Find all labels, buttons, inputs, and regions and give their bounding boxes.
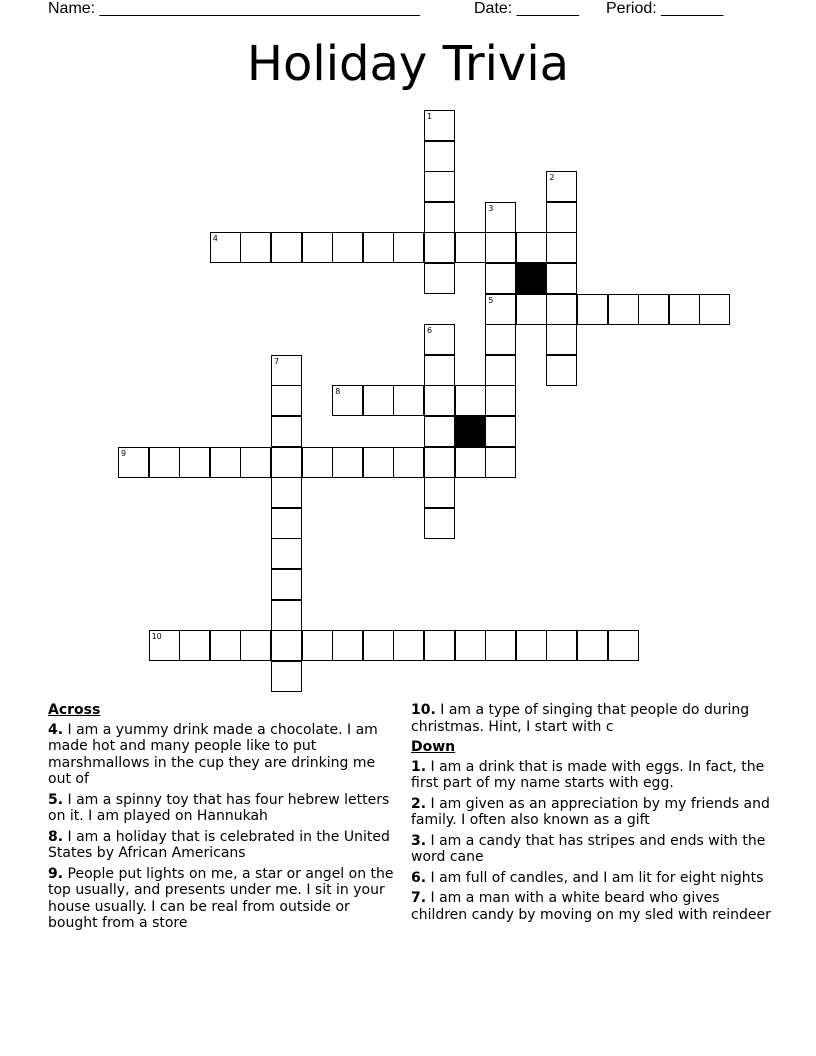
- grid-cell[interactable]: [455, 232, 486, 263]
- name-field-label[interactable]: Name: ____________________________________: [48, 0, 420, 17]
- grid-cell[interactable]: [485, 630, 516, 661]
- grid-cell[interactable]: [424, 508, 455, 539]
- grid-cell[interactable]: [240, 630, 271, 661]
- grid-cell[interactable]: [424, 202, 455, 233]
- grid-cell[interactable]: [546, 324, 577, 355]
- grid-cell[interactable]: [485, 416, 516, 447]
- grid-cell[interactable]: [546, 171, 577, 202]
- grid-cell[interactable]: [485, 232, 516, 263]
- across-heading: Across: [48, 702, 101, 718]
- clue-number-label: 9: [121, 448, 127, 458]
- grid-cell[interactable]: [393, 447, 424, 478]
- clue-down-3: [411, 833, 771, 866]
- grid-cell[interactable]: [424, 110, 455, 141]
- clue-number-label: 1: [427, 112, 433, 121]
- clue-number-label: 8: [335, 387, 341, 397]
- grid-cell[interactable]: [210, 447, 241, 478]
- grid-cell[interactable]: [393, 232, 424, 263]
- grid-cell[interactable]: [302, 447, 333, 478]
- grid-cell[interactable]: [669, 294, 700, 325]
- clue-text: I am given as an appreciation by my friends and family. I often also known as a gift: [411, 795, 770, 828]
- page-title: Holiday Trivia: [246, 36, 570, 92]
- grid-cell[interactable]: [546, 294, 577, 325]
- grid-cell[interactable]: [424, 171, 455, 202]
- grid-cell[interactable]: [608, 630, 639, 661]
- grid-cell[interactable]: [393, 385, 424, 416]
- clue-text: I am a man with a white beard who gives children candy by moving on my sled with reindeer: [411, 890, 771, 923]
- clue-text: People put lights on me, a star or angel on the top usually, and presents under me. I sit in your house usually. I can be real from outside or bought from a store: [48, 865, 394, 931]
- clue-text: I am a yummy drink made a chocolate. I am made hot and many people like to put marshmallows in the cup they are drinking me out of: [48, 721, 378, 787]
- grid-cell[interactable]: [485, 202, 516, 233]
- grid-cell[interactable]: [271, 477, 302, 508]
- clue-text: I am a type of singing that people do during christmas. Hint, I start with c: [411, 702, 750, 735]
- clue-number-label: 4: [212, 234, 218, 244]
- grid-cell[interactable]: [424, 630, 455, 661]
- clue-number: 8.: [48, 828, 64, 845]
- clue-down-1: [411, 759, 771, 792]
- clue-across-5: [48, 792, 394, 825]
- grid-cell[interactable]: [638, 294, 669, 325]
- grid-cell[interactable]: [393, 630, 424, 661]
- grid-cell[interactable]: [485, 294, 516, 325]
- grid-cell[interactable]: [149, 630, 180, 661]
- clue-text: I am a holiday that is celebrated in the United States by African Americans: [48, 828, 390, 861]
- grid-cell[interactable]: [699, 294, 730, 325]
- grid-cell[interactable]: [240, 232, 271, 263]
- clue-across-8: [48, 829, 394, 862]
- grid-cell[interactable]: [577, 630, 608, 661]
- clue-across-9: [48, 866, 394, 932]
- grid-cell[interactable]: [363, 447, 394, 478]
- grid-cell[interactable]: [546, 232, 577, 263]
- grid-cell[interactable]: [271, 661, 302, 692]
- grid-cell[interactable]: [424, 324, 455, 355]
- grid-cell[interactable]: [332, 447, 363, 478]
- grid-cell[interactable]: [271, 232, 302, 263]
- clue-text: I am a drink that is made with eggs. In fact, the first part of my name starts with egg.: [411, 758, 765, 791]
- grid-cell[interactable]: [271, 447, 302, 478]
- period-field-label[interactable]: Period: _______: [606, 0, 724, 17]
- grid-cell[interactable]: [424, 232, 455, 263]
- grid-cell[interactable]: [271, 569, 302, 600]
- grid-cell[interactable]: [271, 600, 302, 631]
- grid-cell[interactable]: [516, 630, 547, 661]
- grid-cell[interactable]: [302, 630, 333, 661]
- down-heading: Down: [411, 739, 456, 755]
- clue-number: 6.: [411, 869, 427, 886]
- grid-cell[interactable]: [363, 232, 394, 263]
- clue-number-label: 3: [488, 203, 494, 213]
- grid-cell[interactable]: [485, 263, 516, 294]
- grid-cell[interactable]: [332, 385, 363, 416]
- grid-cell[interactable]: [179, 630, 210, 661]
- grid-cell[interactable]: [302, 232, 333, 263]
- clue-down-2: [411, 796, 771, 829]
- grid-cell[interactable]: [210, 232, 241, 263]
- grid-cell[interactable]: [118, 447, 149, 478]
- clue-number: 1.: [411, 758, 427, 775]
- clues-left-column: [48, 702, 394, 936]
- grid-cell[interactable]: [455, 385, 486, 416]
- grid-cell[interactable]: [271, 508, 302, 539]
- grid-cell[interactable]: [271, 630, 302, 661]
- grid-cell[interactable]: [271, 355, 302, 386]
- clues-right-column: [411, 702, 771, 927]
- clue-text: I am full of candles, and I am lit for eight nights: [430, 869, 764, 886]
- grid-cell[interactable]: [424, 263, 455, 294]
- grid-cell[interactable]: [546, 202, 577, 233]
- clue-number: 3.: [411, 832, 427, 849]
- grid-cell[interactable]: [271, 416, 302, 447]
- grid-cell[interactable]: [424, 385, 455, 416]
- grid-cell[interactable]: [485, 447, 516, 478]
- grid-cell[interactable]: [424, 416, 455, 447]
- clue-down-7: [411, 890, 771, 923]
- clue-across-10: [411, 702, 771, 735]
- grid-cell[interactable]: [516, 232, 547, 263]
- grid-cell[interactable]: [455, 630, 486, 661]
- clue-number-label: 6: [427, 326, 433, 336]
- grid-cell[interactable]: [485, 324, 516, 355]
- grid-cell[interactable]: [485, 385, 516, 416]
- grid-cell[interactable]: [363, 630, 394, 661]
- clue-down-6: [411, 870, 771, 887]
- grid-cell[interactable]: [485, 355, 516, 386]
- clue-text: I am a candy that has stripes and ends with the word cane: [411, 832, 766, 865]
- grid-cell[interactable]: [546, 630, 577, 661]
- grid-cell[interactable]: [179, 447, 210, 478]
- grid-cell[interactable]: [424, 141, 455, 172]
- grid-cell[interactable]: [577, 294, 608, 325]
- clue-number: 4.: [48, 721, 64, 738]
- grid-cell[interactable]: [424, 477, 455, 508]
- grid-cell[interactable]: [363, 385, 394, 416]
- grid-cell[interactable]: [516, 294, 547, 325]
- clue-number-label: 7: [274, 356, 280, 366]
- grid-cell[interactable]: [455, 447, 486, 478]
- grid-cell[interactable]: [149, 447, 180, 478]
- clue-number-label: 2: [549, 173, 555, 183]
- grid-cell[interactable]: [424, 447, 455, 478]
- black-square: [516, 263, 547, 294]
- grid-cell[interactable]: [332, 630, 363, 661]
- grid-cell[interactable]: [271, 538, 302, 569]
- grid-cell[interactable]: [546, 355, 577, 386]
- clue-number: 10.: [411, 702, 436, 718]
- grid-cell[interactable]: [546, 263, 577, 294]
- grid-cell[interactable]: [210, 630, 241, 661]
- clue-number-label: 10: [151, 632, 162, 642]
- date-field-label[interactable]: Date: _______: [474, 0, 579, 17]
- clue-number: 2.: [411, 795, 427, 812]
- clue-number: 9.: [48, 865, 64, 882]
- grid-cell[interactable]: [424, 355, 455, 386]
- grid-cell[interactable]: [271, 385, 302, 416]
- clue-across-4: [48, 722, 394, 788]
- clue-number: 7.: [411, 890, 427, 906]
- clue-text: I am a spinny toy that has four hebrew letters on it. I am played on Hannukah: [48, 791, 390, 824]
- clue-number: 5.: [48, 791, 64, 808]
- black-square: [455, 416, 486, 447]
- grid-cell[interactable]: [332, 232, 363, 263]
- grid-cell[interactable]: [240, 447, 271, 478]
- clue-number-label: 5: [488, 295, 494, 305]
- grid-cell[interactable]: [608, 294, 639, 325]
